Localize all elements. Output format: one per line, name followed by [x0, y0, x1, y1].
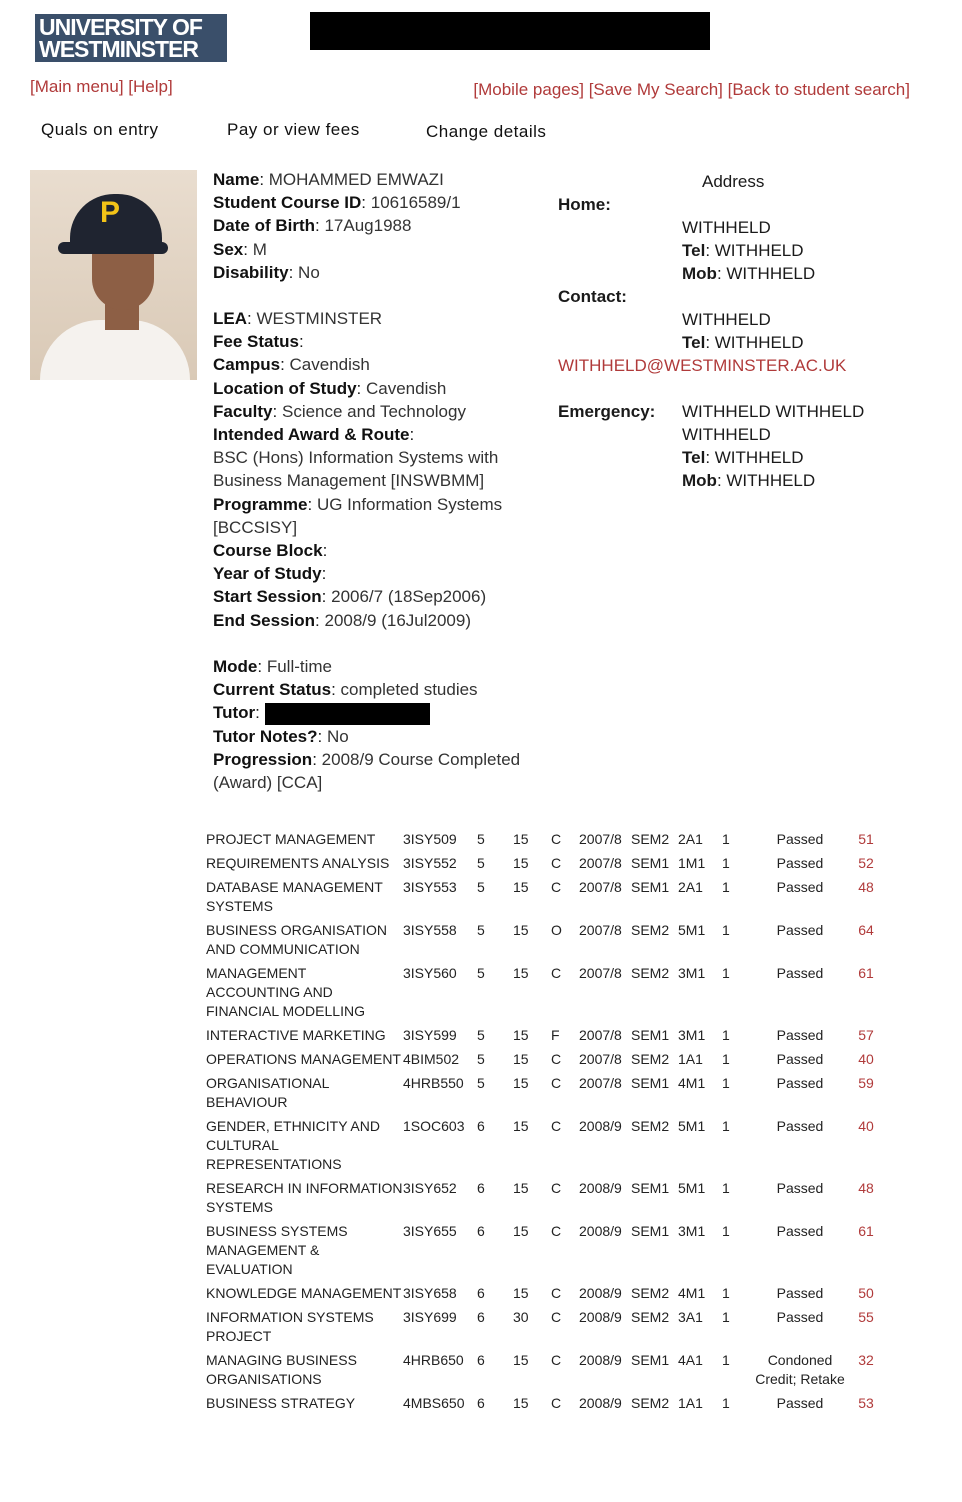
- module-name: PROJECT MANAGEMENT: [206, 831, 376, 847]
- module-attempt: 1: [722, 879, 730, 895]
- module-credits: 15: [513, 1285, 529, 1301]
- module-row: [206, 1050, 886, 1074]
- module-mark: 52: [858, 855, 874, 871]
- module-sem: SEM1: [631, 1223, 670, 1239]
- mobile-pages-link[interactable]: [Mobile pages]: [473, 80, 584, 99]
- module-type: C: [551, 879, 562, 895]
- student-photo: [30, 170, 197, 380]
- module-sem: SEM2: [631, 1118, 670, 1134]
- module-sem: SEM2: [631, 965, 670, 981]
- module-group: 5M1: [678, 1118, 706, 1134]
- module-year: 2007/8: [579, 1051, 622, 1067]
- module-level: 6: [477, 1118, 485, 1134]
- module-code: 3ISY655: [403, 1223, 457, 1239]
- date-of-birth: 17Aug1988: [324, 216, 412, 236]
- logo-line-2: WESTMINSTER: [39, 36, 198, 62]
- module-credits: 15: [513, 879, 529, 895]
- module-credits: 15: [513, 1223, 529, 1239]
- module-year: 2008/9: [579, 1223, 622, 1239]
- module-sem: SEM2: [631, 831, 670, 847]
- module-level: 6: [477, 1180, 485, 1196]
- module-attempt: 1: [722, 1027, 730, 1043]
- module-attempt: 1: [722, 1180, 730, 1196]
- module-code: 4BIM502: [403, 1051, 460, 1067]
- module-name: REQUIREMENTS ANALYSIS: [206, 855, 390, 871]
- main-menu-link[interactable]: [Main menu]: [30, 77, 124, 96]
- module-sem: SEM1: [631, 1352, 670, 1368]
- module-attempt: 1: [722, 1223, 730, 1239]
- module-result: Passed: [776, 1309, 824, 1325]
- module-code: 3ISY552: [403, 855, 457, 871]
- module-credits: 15: [513, 1051, 529, 1067]
- module-row: [206, 1117, 886, 1179]
- module-mark: 61: [858, 965, 874, 981]
- module-level: 6: [477, 1223, 485, 1239]
- module-result: Passed: [776, 1075, 824, 1091]
- module-mark: 55: [858, 1309, 874, 1325]
- module-type: O: [551, 922, 562, 938]
- module-code: 3ISY558: [403, 922, 457, 938]
- module-name: DATABASE MANAGEMENT SYSTEMS: [206, 879, 383, 914]
- module-group: 1M1: [678, 855, 706, 871]
- module-type: C: [551, 1285, 562, 1301]
- module-attempt: 1: [722, 1118, 730, 1134]
- module-year: 2007/8: [579, 965, 622, 981]
- sex: M: [252, 239, 267, 259]
- cap-logo-icon: P: [100, 196, 121, 229]
- home-label: Home:: [558, 195, 611, 214]
- module-credits: 15: [513, 965, 529, 981]
- module-result: Passed: [776, 1285, 824, 1301]
- module-row: [206, 878, 886, 921]
- module-attempt: 1: [722, 831, 730, 847]
- module-code: 3ISY658: [403, 1285, 457, 1301]
- module-name: GENDER, ETHNICITY AND CULTURAL REPRESENTATIONS: [206, 1118, 380, 1172]
- module-level: 5: [477, 922, 485, 938]
- module-credits: 15: [513, 922, 529, 938]
- address-panel: Address Home: WITHHELD Tel: WITHHELD Mob: WITHHELD Contact: WITHHELD Tel: WITHHELD WITHHELD@WESTMINSTER.AC.UK Emergency: WITHHELD WITHHELD WITHHELD Tel: WITHHELD Mob: WITHHELD: [558, 170, 918, 492]
- module-name: MANAGING BUSINESS ORGANISATIONS: [206, 1352, 357, 1387]
- module-group: 1A1: [678, 1051, 703, 1067]
- contact-tel: WITHHELD: [714, 333, 804, 352]
- module-level: 5: [477, 879, 485, 895]
- module-result: Passed: [776, 879, 824, 895]
- module-sem: SEM2: [631, 1051, 670, 1067]
- module-year: 2008/9: [579, 1285, 622, 1301]
- module-mark: 48: [858, 1180, 874, 1196]
- contact-label: Contact:: [558, 287, 627, 306]
- module-sem: SEM1: [631, 1075, 670, 1091]
- module-code: 3ISY599: [403, 1027, 457, 1043]
- email-link[interactable]: WITHHELD@WESTMINSTER.AC.UK: [558, 356, 847, 375]
- module-type: C: [551, 1309, 562, 1325]
- module-name: INFORMATION SYSTEMS PROJECT: [206, 1309, 374, 1344]
- module-level: 5: [477, 831, 485, 847]
- back-to-student-search-link[interactable]: [Back to student search]: [727, 80, 910, 99]
- emergency-line-2: WITHHELD: [682, 425, 771, 444]
- top-links-left: [30, 77, 173, 97]
- nav-change-details[interactable]: Change details: [426, 122, 547, 141]
- module-attempt: 1: [722, 1352, 730, 1368]
- tutor-notes: No: [326, 726, 349, 746]
- module-code: 3ISY699: [403, 1309, 457, 1325]
- module-code: 4MBS650: [403, 1395, 465, 1411]
- module-name: BUSINESS ORGANISATION AND COMMUNICATION: [206, 922, 387, 957]
- home-address: WITHHELD: [682, 218, 771, 237]
- module-level: 5: [477, 965, 485, 981]
- module-row: [206, 1394, 886, 1418]
- module-sem: SEM1: [631, 1027, 670, 1043]
- module-group: 3M1: [678, 1027, 706, 1043]
- top-links-right: [473, 80, 910, 100]
- faculty: Science and Technology: [281, 401, 466, 421]
- module-type: C: [551, 1051, 562, 1067]
- module-level: 6: [477, 1352, 485, 1368]
- module-result: Passed: [776, 1180, 824, 1196]
- module-year: 2007/8: [579, 855, 622, 871]
- module-group: 3A1: [678, 1309, 703, 1325]
- save-my-search-link[interactable]: [Save My Search]: [588, 80, 723, 99]
- module-name: KNOWLEDGE MANAGEMENT: [206, 1285, 402, 1301]
- module-code: 3ISY509: [403, 831, 457, 847]
- current-status: completed studies: [340, 680, 478, 700]
- module-result: Passed: [776, 1027, 824, 1043]
- nav-quals-on-entry[interactable]: Quals on entry: [41, 120, 159, 139]
- campus: Cavendish: [289, 355, 370, 375]
- module-name: OPERATIONS MANAGEMENT: [206, 1051, 401, 1067]
- module-result: Passed: [776, 855, 824, 871]
- module-row: [206, 1074, 886, 1117]
- module-group: 4M1: [678, 1075, 706, 1091]
- disability: No: [298, 262, 320, 282]
- module-result: Passed: [776, 1118, 824, 1134]
- progression: 2008/9 Course Completed (Award) [CCA]: [213, 749, 521, 793]
- emergency-label: Emergency:: [558, 402, 656, 421]
- student-course-id: 10616589/1: [370, 193, 461, 213]
- module-mark: 40: [858, 1051, 874, 1067]
- module-year: 2008/9: [579, 1180, 622, 1196]
- module-code: 3ISY560: [403, 965, 457, 981]
- module-code: 4HRB650: [403, 1352, 464, 1368]
- module-mark: 57: [858, 1027, 874, 1043]
- module-attempt: 1: [722, 1309, 730, 1325]
- module-year: 2007/8: [579, 922, 622, 938]
- module-sem: SEM1: [631, 879, 670, 895]
- module-result: Passed: [776, 922, 824, 938]
- module-credits: 15: [513, 1395, 529, 1411]
- module-sem: SEM2: [631, 922, 670, 938]
- module-result: Passed: [776, 1395, 824, 1411]
- tutor-redaction-bar: [265, 703, 430, 725]
- module-code: 3ISY553: [403, 879, 457, 895]
- module-sem: SEM2: [631, 1395, 670, 1411]
- module-type: F: [551, 1027, 560, 1043]
- logo-line-1: UNIVERSITY OF: [39, 14, 202, 40]
- module-row: [206, 921, 886, 964]
- module-code: 4HRB550: [403, 1075, 464, 1091]
- module-sem: SEM2: [631, 1285, 670, 1301]
- module-credits: 15: [513, 831, 529, 847]
- module-mark: 64: [858, 922, 874, 938]
- module-level: 6: [477, 1309, 485, 1325]
- start-session: 2006/7 (18Sep2006): [331, 587, 487, 607]
- module-credits: 30: [513, 1309, 529, 1325]
- module-type: C: [551, 1180, 562, 1196]
- module-type: C: [551, 1075, 562, 1091]
- module-attempt: 1: [722, 922, 730, 938]
- module-type: C: [551, 1223, 562, 1239]
- lea: WESTMINSTER: [256, 309, 383, 329]
- module-group: 3M1: [678, 965, 706, 981]
- module-group: 2A1: [678, 831, 703, 847]
- university-logo: [35, 14, 227, 62]
- module-result: Condoned Credit; Retake: [755, 1352, 845, 1387]
- module-attempt: 1: [722, 1075, 730, 1091]
- module-credits: 15: [513, 855, 529, 871]
- student-details: Name: MOHAMMED EMWAZI Student Course ID: 10616589/1 Date of Birth: 17Aug1988 Sex: M Disability: No LEA: WESTMINSTER Fee Status: Campus: Cavendish Location of Study: Cavendish Faculty: Science and Technology Intended Award & Route: BSC (Hons) Information Systems with Business Management [INSWBMM] Programme: UG Information Systems [BCCSISY] Course Block: Year of Study: Start Session: 2006/7 (18Sep2006) End Session: 2008/9 (16Jul2009) Mode: Full-time Current Status: completed studies Tutor: Tutor Notes?: No Progression: 2008/9 Course Completed (Award) [CCA]: [213, 168, 553, 794]
- module-group: 5M1: [678, 922, 706, 938]
- module-group: 3M1: [678, 1223, 706, 1239]
- module-row: [206, 1222, 886, 1284]
- module-type: C: [551, 1352, 562, 1368]
- module-group: 4A1: [678, 1352, 703, 1368]
- module-credits: 15: [513, 1075, 529, 1091]
- nav-pay-or-view-fees[interactable]: Pay or view fees: [227, 120, 360, 139]
- module-row: [206, 1351, 886, 1394]
- module-attempt: 1: [722, 1285, 730, 1301]
- module-type: C: [551, 1395, 562, 1411]
- module-credits: 15: [513, 1352, 529, 1368]
- module-type: C: [551, 831, 562, 847]
- module-mark: 48: [858, 879, 874, 895]
- module-year: 2008/9: [579, 1395, 622, 1411]
- module-mark: 61: [858, 1223, 874, 1239]
- module-attempt: 1: [722, 1051, 730, 1067]
- emergency-line-1: WITHHELD WITHHELD: [682, 402, 865, 421]
- module-year: 2007/8: [579, 879, 622, 895]
- module-type: C: [551, 965, 562, 981]
- module-row: [206, 830, 886, 854]
- module-group: 5M1: [678, 1180, 706, 1196]
- module-year: 2008/9: [579, 1118, 622, 1134]
- module-level: 6: [477, 1285, 485, 1301]
- module-row: [206, 1284, 886, 1308]
- module-row: [206, 1026, 886, 1050]
- location-of-study: Cavendish: [366, 378, 447, 398]
- module-mark: 32: [858, 1352, 874, 1368]
- module-row: [206, 964, 886, 1026]
- module-attempt: 1: [722, 1395, 730, 1411]
- module-name: BUSINESS SYSTEMS MANAGEMENT & EVALUATION: [206, 1223, 348, 1277]
- emergency-tel: WITHHELD: [714, 448, 804, 467]
- module-level: 5: [477, 1027, 485, 1043]
- contact-address: WITHHELD: [682, 310, 771, 329]
- module-result: Passed: [776, 831, 824, 847]
- module-year: 2007/8: [579, 1027, 622, 1043]
- module-sem: SEM1: [631, 855, 670, 871]
- module-year: 2007/8: [579, 1075, 622, 1091]
- module-name: BUSINESS STRATEGY: [206, 1395, 356, 1411]
- redaction-bar-header: [310, 12, 710, 50]
- module-attempt: 1: [722, 855, 730, 871]
- module-name: MANAGEMENT ACCOUNTING AND FINANCIAL MODELLING: [206, 965, 365, 1019]
- module-credits: 15: [513, 1118, 529, 1134]
- module-level: 5: [477, 1075, 485, 1091]
- module-mark: 51: [858, 831, 874, 847]
- student-name: MOHAMMED EMWAZI: [268, 170, 444, 189]
- module-row: [206, 854, 886, 878]
- module-code: 3ISY652: [403, 1180, 457, 1196]
- intended-award: BSC (Hons) Information Systems with Business Management [INSWBMM]: [213, 448, 499, 491]
- module-year: 2008/9: [579, 1309, 622, 1325]
- module-level: 6: [477, 1395, 485, 1411]
- module-type: C: [551, 855, 562, 871]
- module-group: 2A1: [678, 879, 703, 895]
- module-level: 5: [477, 1051, 485, 1067]
- module-result: Passed: [776, 1223, 824, 1239]
- module-mark: 53: [858, 1395, 874, 1411]
- help-link[interactable]: [Help]: [128, 77, 173, 96]
- module-credits: 15: [513, 1180, 529, 1196]
- module-sem: SEM2: [631, 1309, 670, 1325]
- module-result: Passed: [776, 965, 824, 981]
- module-credits: 15: [513, 1027, 529, 1043]
- address-heading: Address: [702, 172, 765, 191]
- module-row: [206, 1308, 886, 1351]
- end-session: 2008/9 (16Jul2009): [324, 610, 471, 630]
- modules-table: [206, 830, 886, 1418]
- module-result: Passed: [776, 1051, 824, 1067]
- module-group: 4M1: [678, 1285, 706, 1301]
- module-group: 1A1: [678, 1395, 703, 1411]
- module-year: 2007/8: [579, 831, 622, 847]
- module-sem: SEM1: [631, 1180, 670, 1196]
- module-name: RESEARCH IN INFORMATION SYSTEMS: [206, 1180, 403, 1215]
- programme: UG Information Systems [BCCSISY]: [213, 494, 503, 537]
- module-attempt: 1: [722, 965, 730, 981]
- module-mark: 40: [858, 1118, 874, 1134]
- module-mark: 59: [858, 1075, 874, 1091]
- home-tel: WITHHELD: [714, 241, 804, 260]
- module-name: INTERACTIVE MARKETING: [206, 1027, 386, 1043]
- module-year: 2008/9: [579, 1352, 622, 1368]
- emergency-mob: WITHHELD: [726, 471, 816, 490]
- module-row: [206, 1179, 886, 1222]
- home-mob: WITHHELD: [726, 264, 816, 283]
- module-type: C: [551, 1118, 562, 1134]
- module-name: ORGANISATIONAL BEHAVIOUR: [206, 1075, 329, 1110]
- module-mark: 50: [858, 1285, 874, 1301]
- mode: Full-time: [266, 656, 333, 676]
- module-level: 5: [477, 855, 485, 871]
- module-code: 1SOC603: [403, 1118, 465, 1134]
